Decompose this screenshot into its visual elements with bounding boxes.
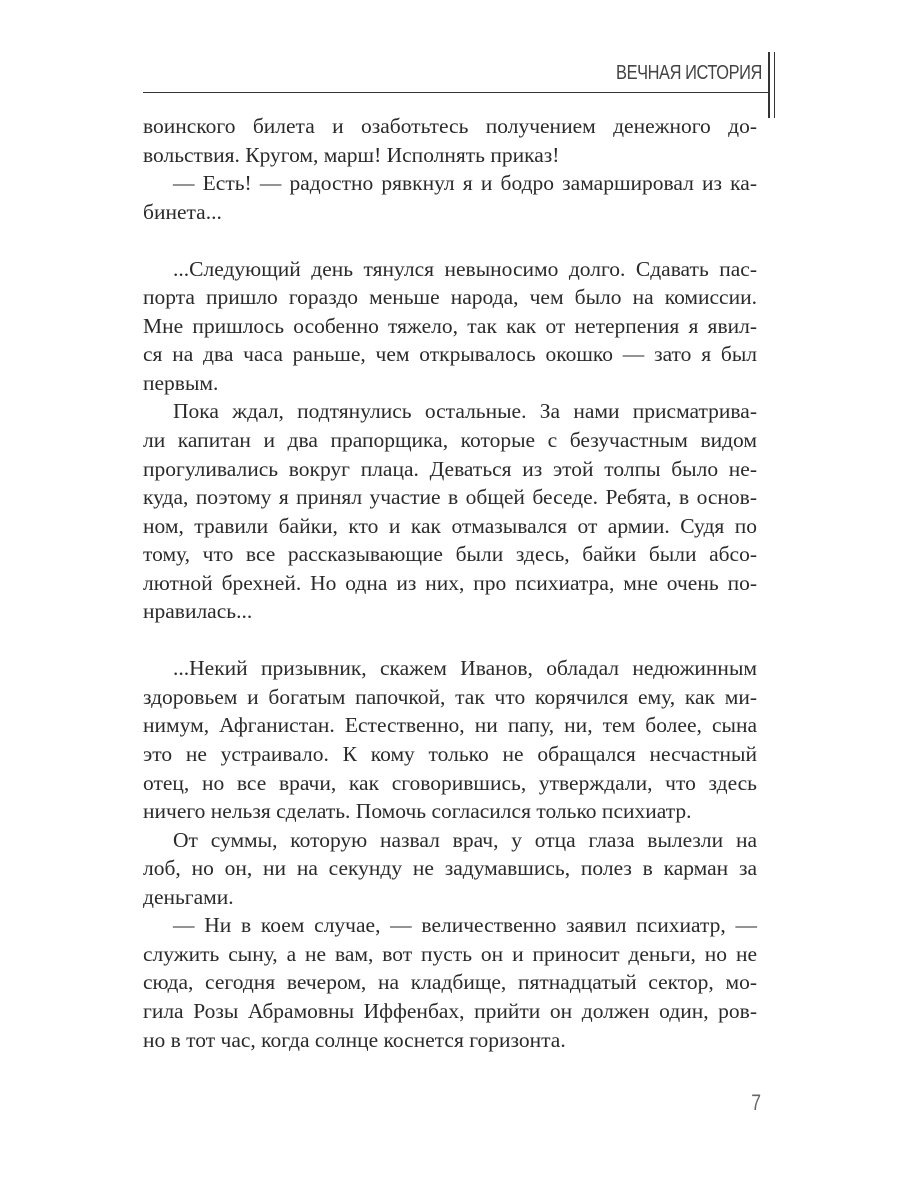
text-line: нимум, Афганистан. Естественно, ни папу, ни, тем более, сына [143, 713, 757, 738]
text-line: От суммы, которую назвал врач, у отца глаза вылезли на [173, 827, 757, 852]
text-line: ном, травили байки, кто и как отмазывался от армии. Судя по [143, 513, 757, 538]
text-line: здоровьем и богатым папочкой, так что корячился ему, как ми- [143, 684, 757, 709]
text-line: ли капитан и два прапорщика, которые с безучастным видом [143, 428, 757, 453]
text-line: бинета... [143, 199, 222, 224]
text-line: гила Розы Абрамовны Иффенбах, прийти он должен один, ров- [143, 998, 757, 1023]
text-line: это не устраивало. К кому только не обращался несчастный [143, 742, 757, 767]
text-line: куда, поэтому я принял участие в общей беседе. Ребята, в основ- [143, 485, 757, 510]
paragraph [143, 169, 757, 226]
text-line: Мне пришлось особенно тяжело, так как от нетерпения я явил- [143, 313, 757, 338]
paragraph [143, 112, 757, 169]
paragraph [143, 911, 757, 1054]
text-line: порта пришло гораздо меньше народа, чем было на комиссии. [143, 285, 757, 310]
text-line: ничего нельзя сделать. Помочь согласился только психиатр. [143, 799, 692, 824]
text-line: лютной брехней. Но одна из них, про психиатра, мне очень по- [143, 570, 757, 595]
text-line: лоб, но он, ни на секунду не задумавшись, полез в карман за [143, 856, 757, 881]
page-number: 7 [751, 1090, 762, 1115]
text-line: воинского билета и озаботьтесь получением денежного до- [143, 114, 757, 138]
section-break [143, 226, 757, 255]
text-line: ...Следующий день тянулся невыносимо долго. Сдавать пас- [173, 256, 757, 281]
text-line: нравилась... [143, 599, 253, 624]
header-rule [143, 92, 769, 93]
section-break [143, 626, 757, 655]
paragraph [143, 397, 757, 625]
text-line: — Ни в коем случае, — величественно заявил психиатр, — [173, 913, 757, 938]
text-line: первым. [143, 370, 219, 395]
text-line: но в тот час, когда солнце коснется горизонта. [143, 1027, 566, 1052]
paragraph [143, 826, 757, 912]
body-text [143, 112, 757, 1054]
running-head: ВЕЧНАЯ ИСТОРИЯ [616, 62, 762, 84]
text-line: служить сыну, а не вам, вот пусть он и приносит деньги, но не [143, 941, 757, 966]
header-vertical-rule-thin [774, 52, 775, 118]
text-line: вольствия. Кругом, марш! Исполнять приказ! [143, 142, 560, 167]
text-line: сюда, сегодня вечером, на кладбище, пятнадцатый сектор, мо- [143, 970, 757, 995]
paragraph [143, 654, 757, 825]
text-line: прогуливались вокруг плаца. Деваться из этой толпы было не- [143, 456, 757, 481]
text-line: отец, но все врачи, как сговорившись, утверждали, что здесь [143, 770, 757, 795]
text-line: — Есть! — радостно рявкнул я и бодро замаршировал из ка- [173, 171, 757, 196]
header-vertical-rule [768, 52, 770, 118]
text-line: ся на два часа раньше, чем открывалось окошко — зато я был [143, 342, 757, 367]
paragraph [143, 255, 757, 398]
text-line: Пока ждал, подтянулись остальные. За нами присматрива- [173, 399, 757, 424]
text-line: деньгами. [143, 884, 234, 909]
text-line: ...Некий призывник, скажем Иванов, обладал недюжинным [173, 656, 757, 681]
text-line: тому, что все рассказывающие были здесь, байки были абсо- [143, 542, 757, 567]
